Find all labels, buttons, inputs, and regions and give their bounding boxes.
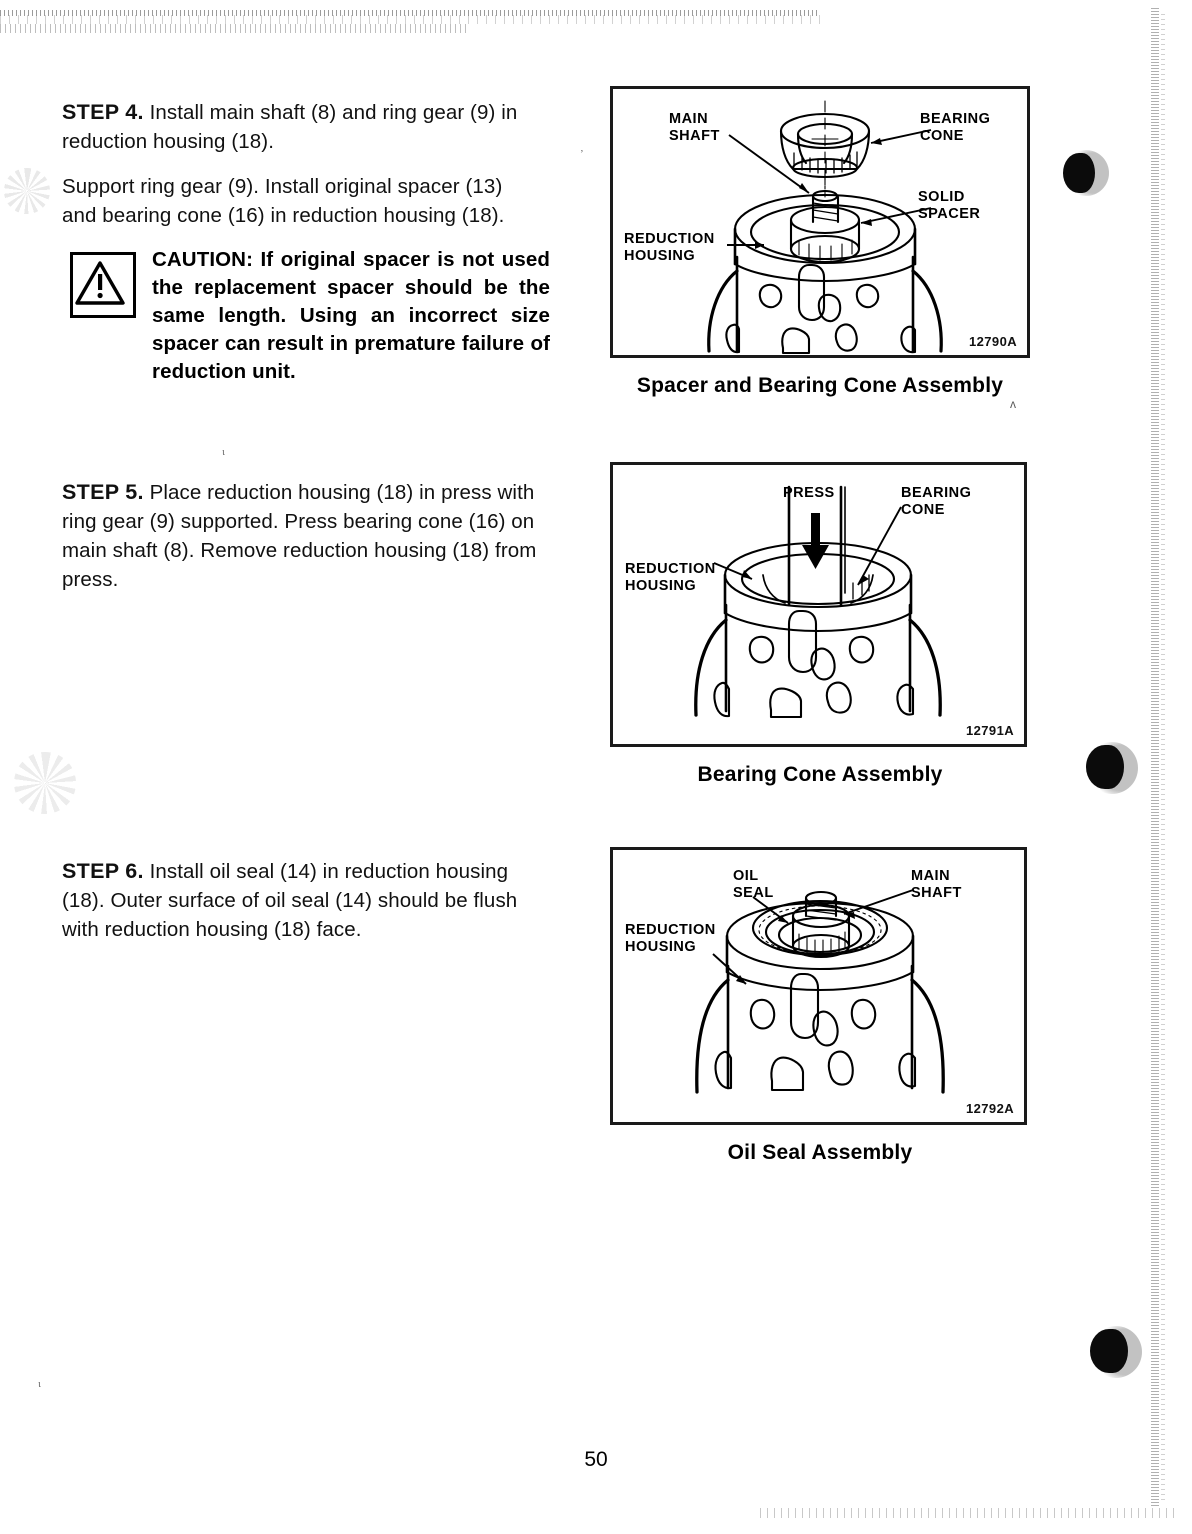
figure-2-frame — [610, 462, 1027, 747]
step-5-paragraph — [62, 478, 540, 594]
scan-smudge-upper-left — [4, 168, 50, 214]
scan-noise-bottom — [760, 1508, 1180, 1518]
step-6-label: STEP 6. — [62, 859, 144, 883]
step-6-paragraph — [62, 857, 554, 944]
callout-reduction-housing: REDUCTION HOUSING — [624, 231, 715, 264]
callout-press: PRESS — [783, 485, 835, 501]
page-edge-shadow — [1151, 6, 1159, 1506]
step-6-text: Install oil seal (14) in reduction housing (18). Outer surface of oil seal (14) should be flush with reduction housing (18) face. — [62, 860, 518, 941]
figure-1-caption: Spacer and Bearing Cone Assembly — [636, 374, 1004, 397]
page-number: 50 — [584, 1448, 608, 1471]
step-4-text: Install main shaft (8) and ring gear (9) in reduction housing (18). — [62, 101, 518, 153]
figure-oil-seal-assembly — [610, 847, 1030, 1165]
figure-3-frame — [610, 847, 1027, 1125]
scan-noise-top-secondary — [0, 24, 470, 33]
figure-bearing-cone-assembly — [610, 462, 1030, 787]
figure-2-id: 12791A — [966, 723, 1014, 738]
callout-reduction-housing: REDUCTION HOUSING — [625, 561, 716, 594]
scan-speck-b: ʼ — [580, 148, 584, 160]
callout-bearing-cone: BEARING CONE — [901, 485, 972, 518]
step-5-text: Place reduction housing (18) in press with ring gear (9) supported. Press bearing cone (16) on main shaft (8). Remove reduction housing (18) from press. — [62, 481, 537, 591]
caution-block — [70, 246, 550, 386]
binder-hole-middle — [1086, 742, 1138, 794]
callout-solid-spacer: SOLID SPACER — [918, 189, 981, 222]
warning-triangle-icon — [70, 252, 136, 318]
step-4-supporting-paragraph: Support ring gear (9). Install original spacer (13) and bearing cone (16) in reduction housing (18). — [62, 175, 505, 227]
callout-reduction-housing: REDUCTION HOUSING — [625, 922, 716, 955]
figure-spacer-bearing-cone — [610, 86, 1030, 411]
callout-bearing-cone: BEARING CONE — [920, 111, 991, 144]
step-5-label: STEP 5. — [62, 480, 144, 504]
scan-speck-a: ι — [222, 446, 225, 458]
binder-hole-bottom — [1090, 1326, 1142, 1378]
page-edge-shadow-inner — [1161, 10, 1165, 1500]
binder-hole-top — [1063, 150, 1109, 196]
figure-3-illustration — [613, 850, 1024, 1122]
callout-main-shaft: MAIN SHAFT — [669, 111, 720, 144]
scan-noise-top — [0, 8, 820, 24]
scan-speck-c: ι — [38, 1378, 41, 1390]
figure-1-id: 12790A — [969, 334, 1017, 349]
step-4-label: STEP 4. — [62, 100, 144, 124]
figure-1-frame — [610, 86, 1030, 358]
figure-2-caption: Bearing Cone Assembly — [697, 763, 943, 786]
figure-3-id: 12792A — [966, 1101, 1014, 1116]
figure-3-caption: Oil Seal Assembly — [727, 1141, 913, 1164]
caption-speck-1: ʌ — [1010, 397, 1016, 411]
step-4-paragraph — [62, 98, 532, 156]
scan-smudge-lower-left — [14, 752, 76, 814]
caution-text: CAUTION: If original spacer is not used the replacement spacer should be the same length. Using an incorrect size spacer can result in premature failure of reduction unit. — [152, 248, 550, 383]
callout-main-shaft: MAIN SHAFT — [911, 868, 962, 901]
callout-oil-seal: OIL SEAL — [733, 868, 774, 901]
